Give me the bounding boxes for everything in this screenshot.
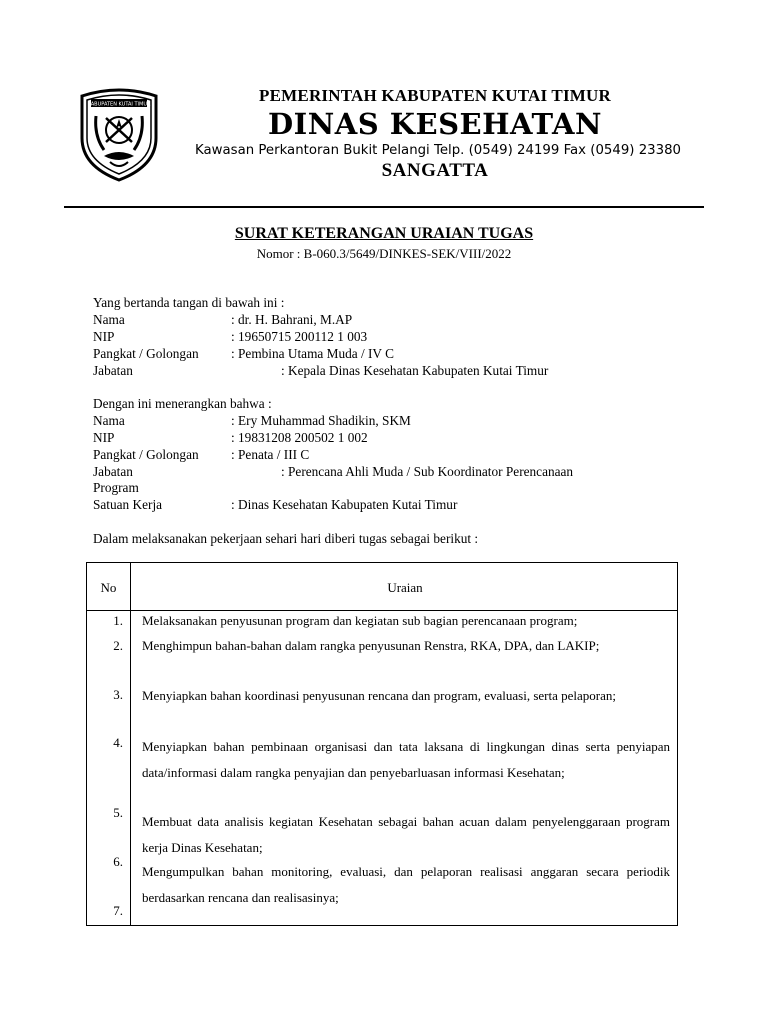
row-number: 1. [113,613,123,628]
signer-position-value: : Kepala Dinas Kesehatan Kabupaten Kutai Timur [281,363,549,378]
row-number: 5. [113,805,123,820]
signer-nip-value: : 19650715 200112 1 003 [231,329,368,344]
table-header-no: No [100,580,117,595]
row-number: 7. [113,903,123,918]
row-number: 6. [113,854,123,869]
subject-unit-label: Satuan Kerja [93,497,163,512]
agency-name: DINAS KESEHATAN [268,107,602,141]
duties-intro: Dalam melaksanakan pekerjaan sehari hari diberi tugas sebagai berikut : [93,531,479,546]
signer-intro: Yang bertanda tangan di bawah ini : [93,295,285,310]
subject-rank-value: : Penata / III C [231,447,310,462]
row-description: Menyiapkan bahan pembinaan organisasi dan tata laksana di lingkungan dinas serta penyiapan data/informasi dalam rangka penyajian dan penyebarluasan informasi Kesehatan; [142,739,670,780]
row-number: 4. [113,735,123,750]
row-description: Menyiapkan bahan koordinasi penyusunan rencana dan program, evaluasi, serta pelaporan; [142,688,616,703]
subject-name-label: Nama [93,413,125,428]
regency-emblem-logo [74,86,164,182]
row-description: Mengumpulkan bahan monitoring, evaluasi, dan pelaporan realisasi anggaran secara periodik berdasarkan rencana dan realisasinya; [142,864,670,905]
row-description: Melaksanakan penyusunan program dan kegiatan sub bagian perencanaan program; [142,613,578,628]
letterhead-divider [64,206,704,208]
subject-intro: Dengan ini menerangkan bahwa : [93,396,272,411]
agency-city: SANGATTA [381,160,489,181]
subject-position-label: Jabatan [93,464,133,479]
signer-position-label: Jabatan [93,363,133,378]
row-number: 3. [113,687,123,702]
duties-table [86,562,678,926]
logo-text: KABUPATEN KUTAI TIMUR [87,101,151,108]
row-description: Membuat data analisis kegiatan Kesehatan sebagai bahan acuan dalam penyelenggaraan program kerja Dinas Kesehatan; [142,814,670,855]
row-number: 2. [113,638,123,653]
government-name: PEMERINTAH KABUPATEN KUTAI TIMUR [259,86,611,105]
subject-nip-label: NIP [93,430,115,445]
row-description: Menghimpun bahan-bahan dalam rangka penyusunan Renstra, RKA, DPA, dan LAKIP; [142,638,600,653]
subject-unit-value: : Dinas Kesehatan Kabupaten Kutai Timur [231,497,458,512]
signer-name-label: Nama [93,312,125,327]
subject-nip-value: : 19831208 200502 1 002 [231,430,368,445]
subject-position-value: : Perencana Ahli Muda / Sub Koordinator Perencanaan [281,464,574,479]
subject-position-continuation: Program [93,480,139,495]
table-column-divider [130,563,131,925]
signer-name-value: : dr. H. Bahrani, M.AP [231,312,353,327]
agency-address: Kawasan Perkantoran Bukit Pelangi Telp. (0549) 24199 Fax (0549) 23380 [195,143,681,158]
subject-name-value: : Ery Muhammad Shadikin, SKM [231,413,411,428]
subject-rank-label: Pangkat / Golongan [93,447,199,462]
signer-rank-value: : Pembina Utama Muda / IV C [231,346,394,361]
document-title: SURAT KETERANGAN URAIAN TUGAS [234,225,534,242]
signer-nip-label: NIP [93,329,115,344]
document-number: Nomor : B-060.3/5649/DINKES-SEK/VIII/2022 [256,246,512,261]
table-header-description: Uraian [387,580,423,595]
signer-rank-label: Pangkat / Golongan [93,346,199,361]
